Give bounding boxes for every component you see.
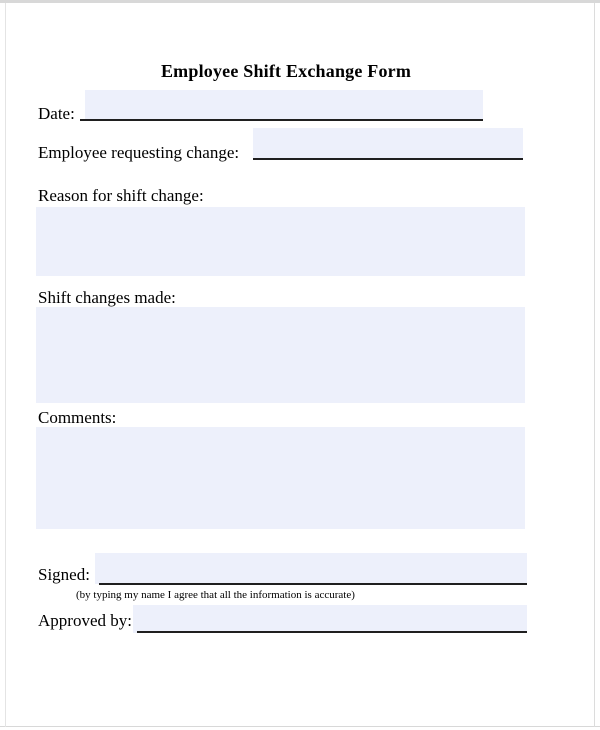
page-frame-top — [0, 0, 600, 3]
employee-requesting-change-underline — [253, 158, 523, 160]
shift-changes-made-label: Shift changes made: — [38, 288, 176, 307]
approved-by-underline — [137, 631, 527, 633]
page-frame-bottom — [0, 726, 600, 727]
page-frame-right — [594, 3, 595, 727]
comments-textarea[interactable] — [36, 427, 525, 529]
date-input[interactable] — [85, 90, 483, 120]
comments-label: Comments: — [38, 408, 117, 427]
signed-label: Signed: — [38, 565, 90, 584]
reason-for-shift-change-label: Reason for shift change: — [38, 186, 204, 205]
date-underline — [80, 119, 483, 121]
employee-requesting-change-label: Employee requesting change: — [38, 143, 240, 162]
employee-requesting-change-input[interactable] — [253, 128, 523, 159]
signed-input[interactable] — [95, 553, 527, 584]
approved-by-input[interactable] — [133, 605, 527, 633]
signed-disclaimer: (by typing my name I agree that all the information is accurate) — [76, 589, 355, 601]
date-label: Date: — [38, 104, 75, 123]
signed-underline — [99, 583, 527, 585]
approved-by-label: Approved by: — [38, 611, 132, 630]
form-title: Employee Shift Exchange Form — [160, 61, 412, 81]
shift-changes-made-textarea[interactable] — [36, 307, 525, 403]
page-frame-left — [5, 3, 6, 727]
reason-for-shift-change-textarea[interactable] — [36, 207, 525, 276]
